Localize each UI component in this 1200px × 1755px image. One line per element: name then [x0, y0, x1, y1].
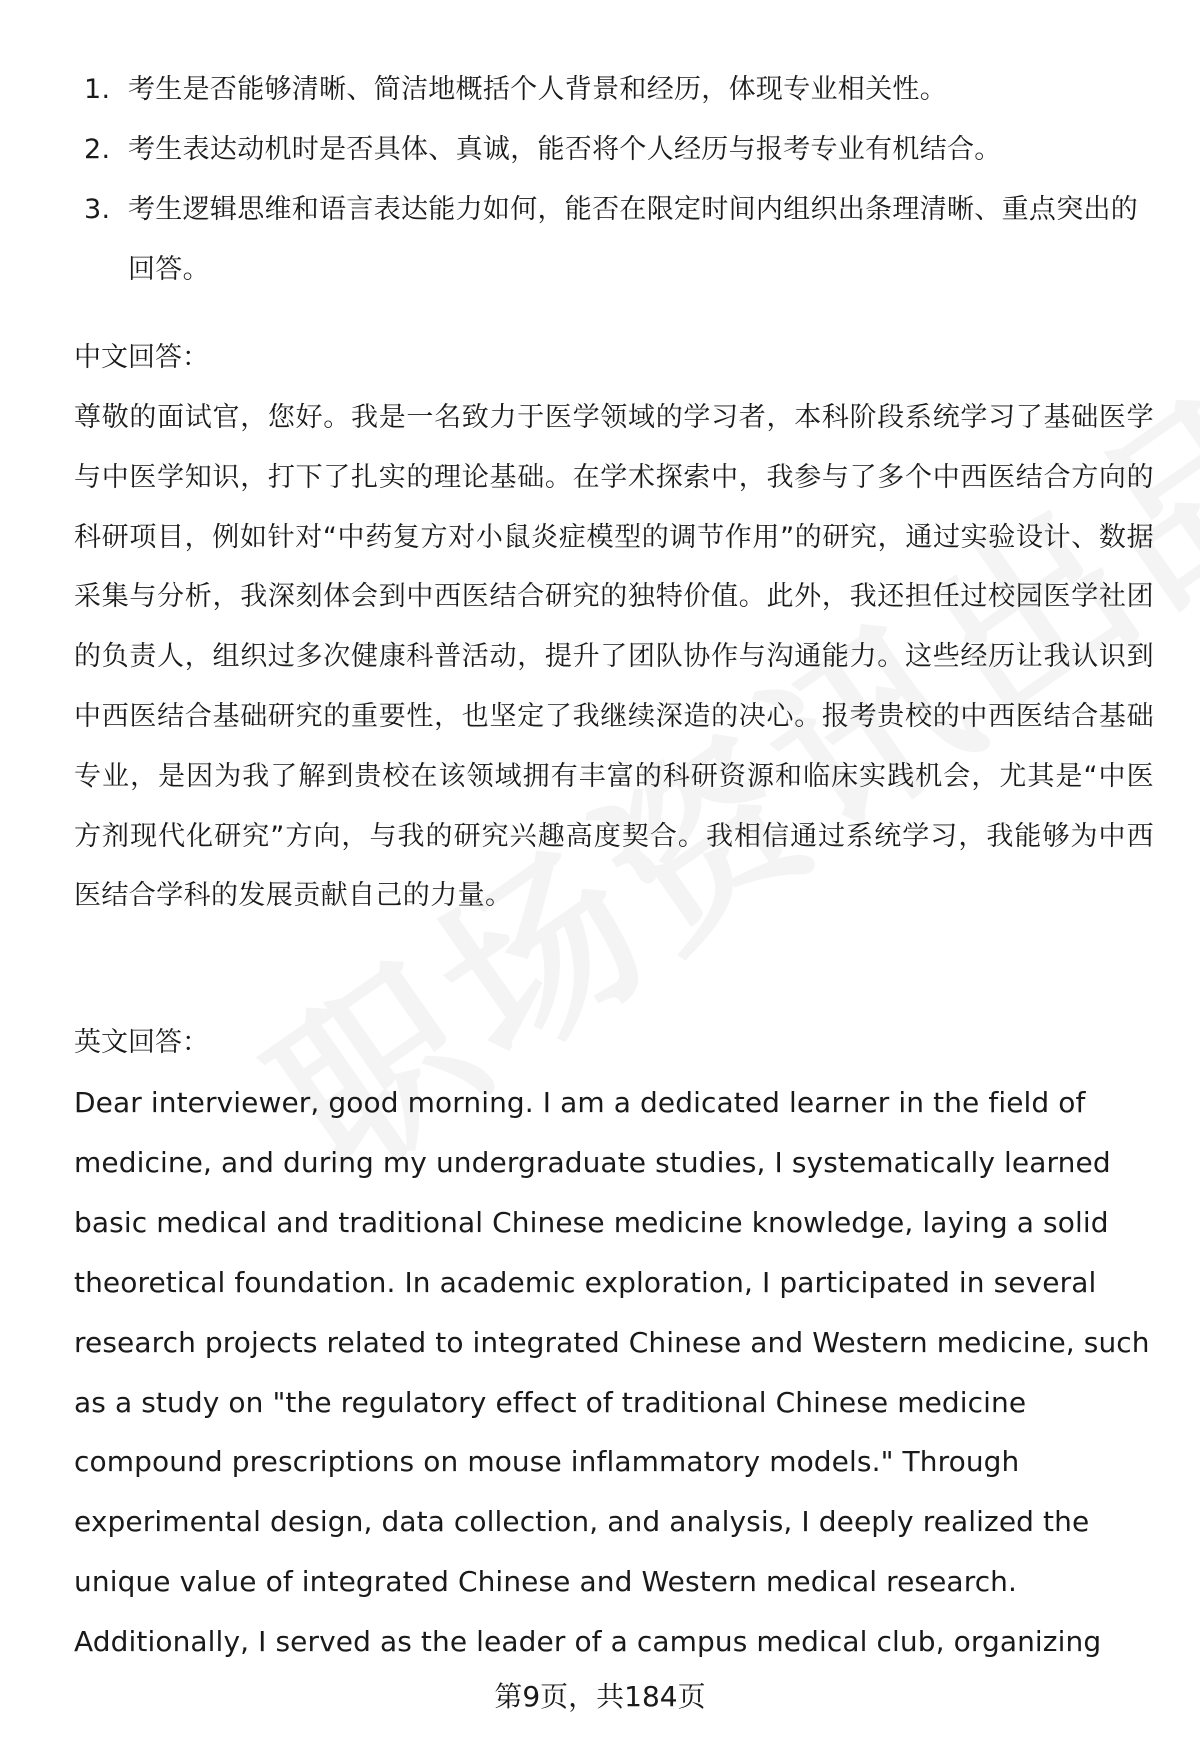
list-item-number: 1. — [84, 74, 111, 105]
list-item-text: 考生表达动机时是否具体、真诚，能否将个人经历与报考专业有机结合。 — [128, 134, 1002, 165]
english-answer-heading: 英文回答： — [74, 1027, 209, 1058]
chinese-answer-heading: 中文回答： — [74, 342, 209, 373]
english-answer-body: Dear interviewer, good morning. I am a dedicated learner in the field of medicine, and during my undergraduate studies, I systematically learned basic medical and traditional Chinese medicine knowledge, laying a solid theoretical foundation. In academic exploration, I participated in several research projects related to integrated Chinese and Western medicine, such as a study on "the regulatory effect of traditional Chinese medicine compound prescriptions on mouse inflammatory models." Through experimental design, data collection, and analysis, I deeply realized the unique value of integrated Chinese and Western medical research. Additionally, I served as the leader of a campus medical club, organizing — [74, 1086, 1150, 1659]
list-item — [0, 120, 1200, 180]
list-item-number: 3. — [84, 194, 111, 225]
list-item — [0, 180, 1200, 300]
chinese-answer-body: 尊敬的面试官，您好。我是一名致力于医学领域的学习者，本科阶段系统学习了基础医学与中医学知识，打下了扎实的理论基础。在学术探索中，我参与了多个中西医结合方向的科研项目，例如针对“中药复方对小鼠炎症模型的调节作用”的研究，通过实验设计、数据采集与分析，我深刻体会到中西医结合研究的独特价值。此外，我还担任过校园医学社团的负责人，组织过多次健康科普活动，提升了团队协作与沟通能力。这些经历让我认识到中西医结合基础研究的重要性，也坚定了我继续深造的决心。报考贵校的中西医结合基础专业，是因为我了解到贵校在该领域拥有丰富的科研资源和临床实践机会，尤其是“中医方剂现代化研究”方向，与我的研究兴趣高度契合。我相信通过系统学习，我能够为中西医结合学科的发展贡献自己的力量。 — [74, 402, 1154, 912]
list-item-number: 2. — [84, 134, 111, 165]
list-item — [0, 60, 1200, 120]
evaluation-criteria-list — [0, 60, 1200, 300]
list-item-text: 考生是否能够清晰、简洁地概括个人背景和经历，体现专业相关性。 — [128, 74, 947, 105]
page-number-footer: 第9页，共184页 — [494, 1680, 706, 1713]
list-item-text: 考生逻辑思维和语言表达能力如何，能否在限定时间内组织出条理清晰、重点突出的回答。 — [128, 194, 1139, 285]
